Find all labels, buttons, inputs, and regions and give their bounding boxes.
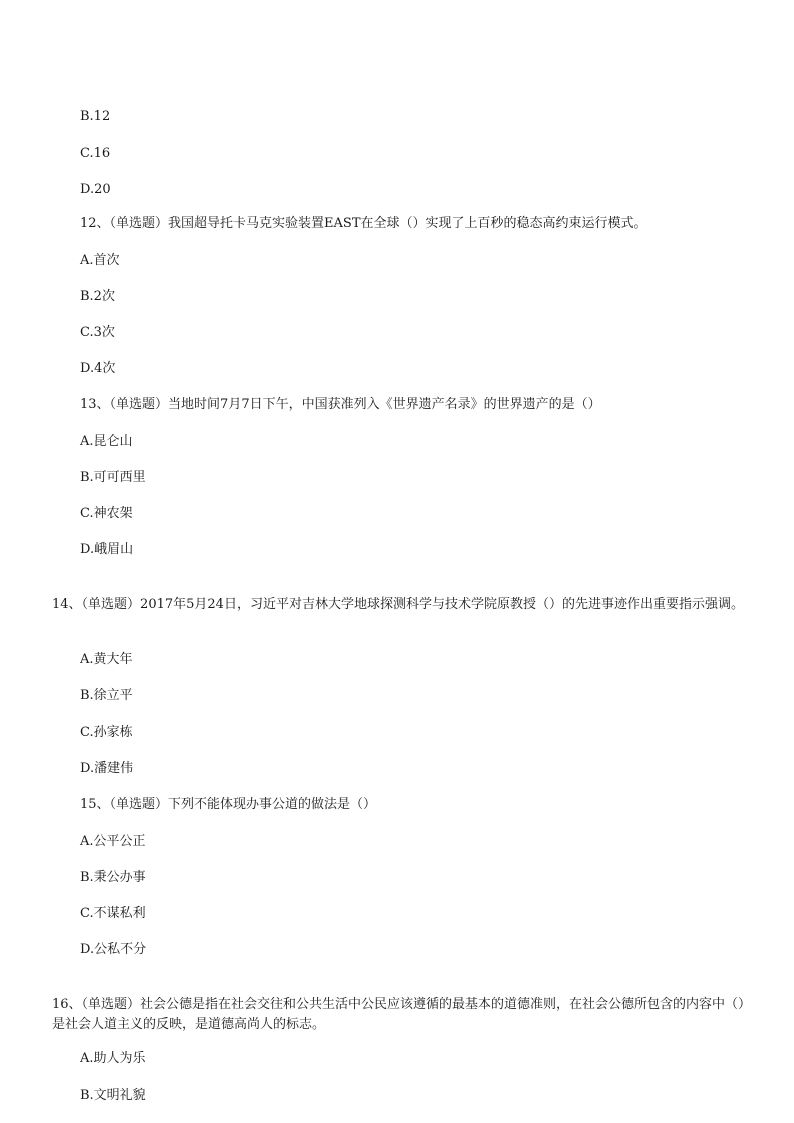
- option-a[interactable]: A.公平公正: [80, 834, 146, 849]
- option-d[interactable]: D.公私不分: [80, 942, 147, 957]
- option-a[interactable]: A.首次: [80, 253, 120, 268]
- option-c[interactable]: C.不谋私利: [80, 906, 146, 921]
- option-b[interactable]: B.可可西里: [80, 470, 146, 485]
- question-title: 15、（单选题）下列不能体现办事公道的做法是（）: [80, 797, 377, 812]
- option-d[interactable]: D.20: [80, 182, 111, 197]
- option-a[interactable]: A.助人为乐: [80, 1051, 146, 1066]
- option-c[interactable]: C.孙家栋: [80, 725, 133, 740]
- option-b[interactable]: B.2次: [80, 289, 115, 304]
- option-b[interactable]: B.12: [80, 109, 111, 124]
- question-title: 14、（单选题）2017年5月24日，习近平对吉林大学地球探测科学与技术学院原教授（）的先进事迹作出重要指示强调。: [52, 597, 744, 612]
- option-b[interactable]: B.文明礼貌: [80, 1088, 146, 1103]
- question-title: 12、（单选题）我国超导托卡马克实验装置EAST在全球（）实现了上百秒的稳态高约束运行模式。: [80, 216, 647, 231]
- option-d[interactable]: D.峨眉山: [80, 542, 134, 557]
- option-c[interactable]: C.3次: [80, 325, 115, 340]
- option-c[interactable]: C.16: [80, 146, 111, 161]
- option-d[interactable]: D.潘建伟: [80, 761, 134, 776]
- option-c[interactable]: C.神农架: [80, 506, 133, 521]
- option-a[interactable]: A.昆仑山: [80, 434, 133, 449]
- option-d[interactable]: D.4次: [80, 361, 116, 376]
- option-a[interactable]: A.黄大年: [80, 652, 133, 667]
- question-title: 13、（单选题）当地时间7月7日下午，中国获准列入《世界遗产名录》的世界遗产的是（）: [80, 397, 601, 412]
- question-title: 16、（单选题）社会公德是指在社会交往和公共生活中公民应该遵循的最基本的道德准则，在社会公德所包含的内容中（）是社会人道主义的反映，是道德高尚人的标志。: [52, 997, 752, 1032]
- option-b[interactable]: B.秉公办事: [80, 870, 146, 885]
- option-b[interactable]: B.徐立平: [80, 688, 133, 703]
